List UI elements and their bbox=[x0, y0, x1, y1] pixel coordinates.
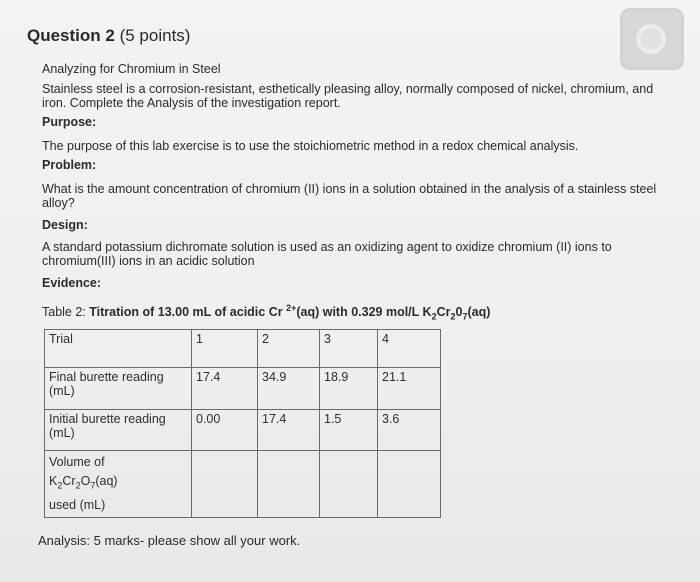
volume-label bbox=[45, 451, 192, 518]
question-title bbox=[27, 26, 190, 46]
formula-sub: 2 bbox=[57, 480, 63, 491]
formula-o: O bbox=[80, 474, 91, 488]
intro-text: Stainless steel is a corrosion-resistant, esthetically pleasing alloy, normally composed of nickel, chromium, and iron. Complete the Analysis of the investigation report. bbox=[42, 82, 654, 110]
header-trial-2: 2 bbox=[258, 330, 320, 368]
titration-table bbox=[44, 329, 441, 518]
purpose-heading: Purpose: bbox=[42, 115, 97, 129]
formula-k: K bbox=[49, 474, 58, 488]
initial-cell: 17.4 bbox=[258, 410, 320, 451]
volume-label-line: used (mL) bbox=[49, 497, 106, 512]
formula-aq: (aq) bbox=[95, 474, 118, 488]
final-label: Final burette reading (mL) bbox=[45, 368, 192, 410]
formula-sub: 2 bbox=[75, 480, 81, 491]
question-number: Question 2 bbox=[27, 26, 115, 45]
question-points: (5 points) bbox=[119, 26, 191, 45]
purpose-text: The purpose of this lab exercise is to use the stoichiometric method in a redox chemical analysis. bbox=[42, 139, 579, 153]
caption-o: 0 bbox=[455, 305, 463, 320]
camera-icon[interactable] bbox=[620, 8, 684, 70]
caption-cr: Cr bbox=[436, 305, 451, 320]
table-row bbox=[45, 451, 441, 518]
initial-label: Initial burette reading (mL) bbox=[45, 410, 192, 451]
volume-cell[interactable] bbox=[320, 451, 378, 518]
design-text: A standard potassium dichromate solution is used as an oxidizing agent to oxidize chromium (II) ions to chromium(III) ions in an acidic solution bbox=[42, 240, 612, 268]
final-cell: 21.1 bbox=[378, 368, 441, 410]
analysis-instruction: Analysis: 5 marks- please show all your work. bbox=[38, 533, 301, 548]
caption-text: Titration of 13.00 mL of acidic Cr bbox=[89, 305, 287, 320]
caption-charge: 2+ bbox=[286, 303, 297, 313]
formula-cr: Cr bbox=[62, 474, 76, 488]
problem-text: What is the amount concentration of chromium (II) ions in a solution obtained in the analysis of a stainless steel alloy? bbox=[42, 182, 657, 210]
initial-cell: 1.5 bbox=[320, 410, 378, 451]
volume-cell[interactable] bbox=[378, 451, 441, 518]
caption-prefix: Table 2: bbox=[42, 305, 90, 320]
header-trial: Trial bbox=[45, 330, 192, 368]
volume-cell[interactable] bbox=[258, 451, 320, 518]
volume-formula bbox=[49, 472, 187, 496]
caption-text-2: (aq) with 0.329 mol/L K bbox=[296, 305, 432, 320]
caption-end: (aq) bbox=[467, 305, 491, 320]
final-cell: 18.9 bbox=[320, 368, 378, 410]
table-row bbox=[45, 410, 441, 451]
table-row bbox=[45, 330, 441, 368]
table-row bbox=[45, 368, 441, 410]
subtitle: Analyzing for Chromium in Steel bbox=[42, 62, 221, 76]
design-heading: Design: bbox=[42, 218, 88, 232]
caption-sub: 2 bbox=[450, 311, 456, 322]
final-cell: 17.4 bbox=[192, 368, 258, 410]
volume-cell[interactable] bbox=[192, 451, 258, 518]
header-trial-4: 4 bbox=[378, 330, 441, 368]
caption-sub: 7 bbox=[462, 311, 468, 322]
evidence-heading: Evidence: bbox=[42, 276, 102, 290]
problem-heading: Problem: bbox=[42, 158, 97, 172]
final-cell: 34.9 bbox=[258, 368, 320, 410]
caption-sub: 2 bbox=[431, 311, 437, 322]
initial-cell: 3.6 bbox=[378, 410, 441, 451]
header-trial-1: 1 bbox=[192, 330, 258, 368]
table-caption bbox=[42, 301, 662, 324]
formula-sub: 7 bbox=[90, 480, 96, 491]
volume-label-line: Volume of bbox=[49, 455, 105, 469]
header-trial-3: 3 bbox=[320, 330, 378, 368]
camera-lens-icon bbox=[636, 24, 666, 54]
initial-cell: 0.00 bbox=[192, 410, 258, 451]
